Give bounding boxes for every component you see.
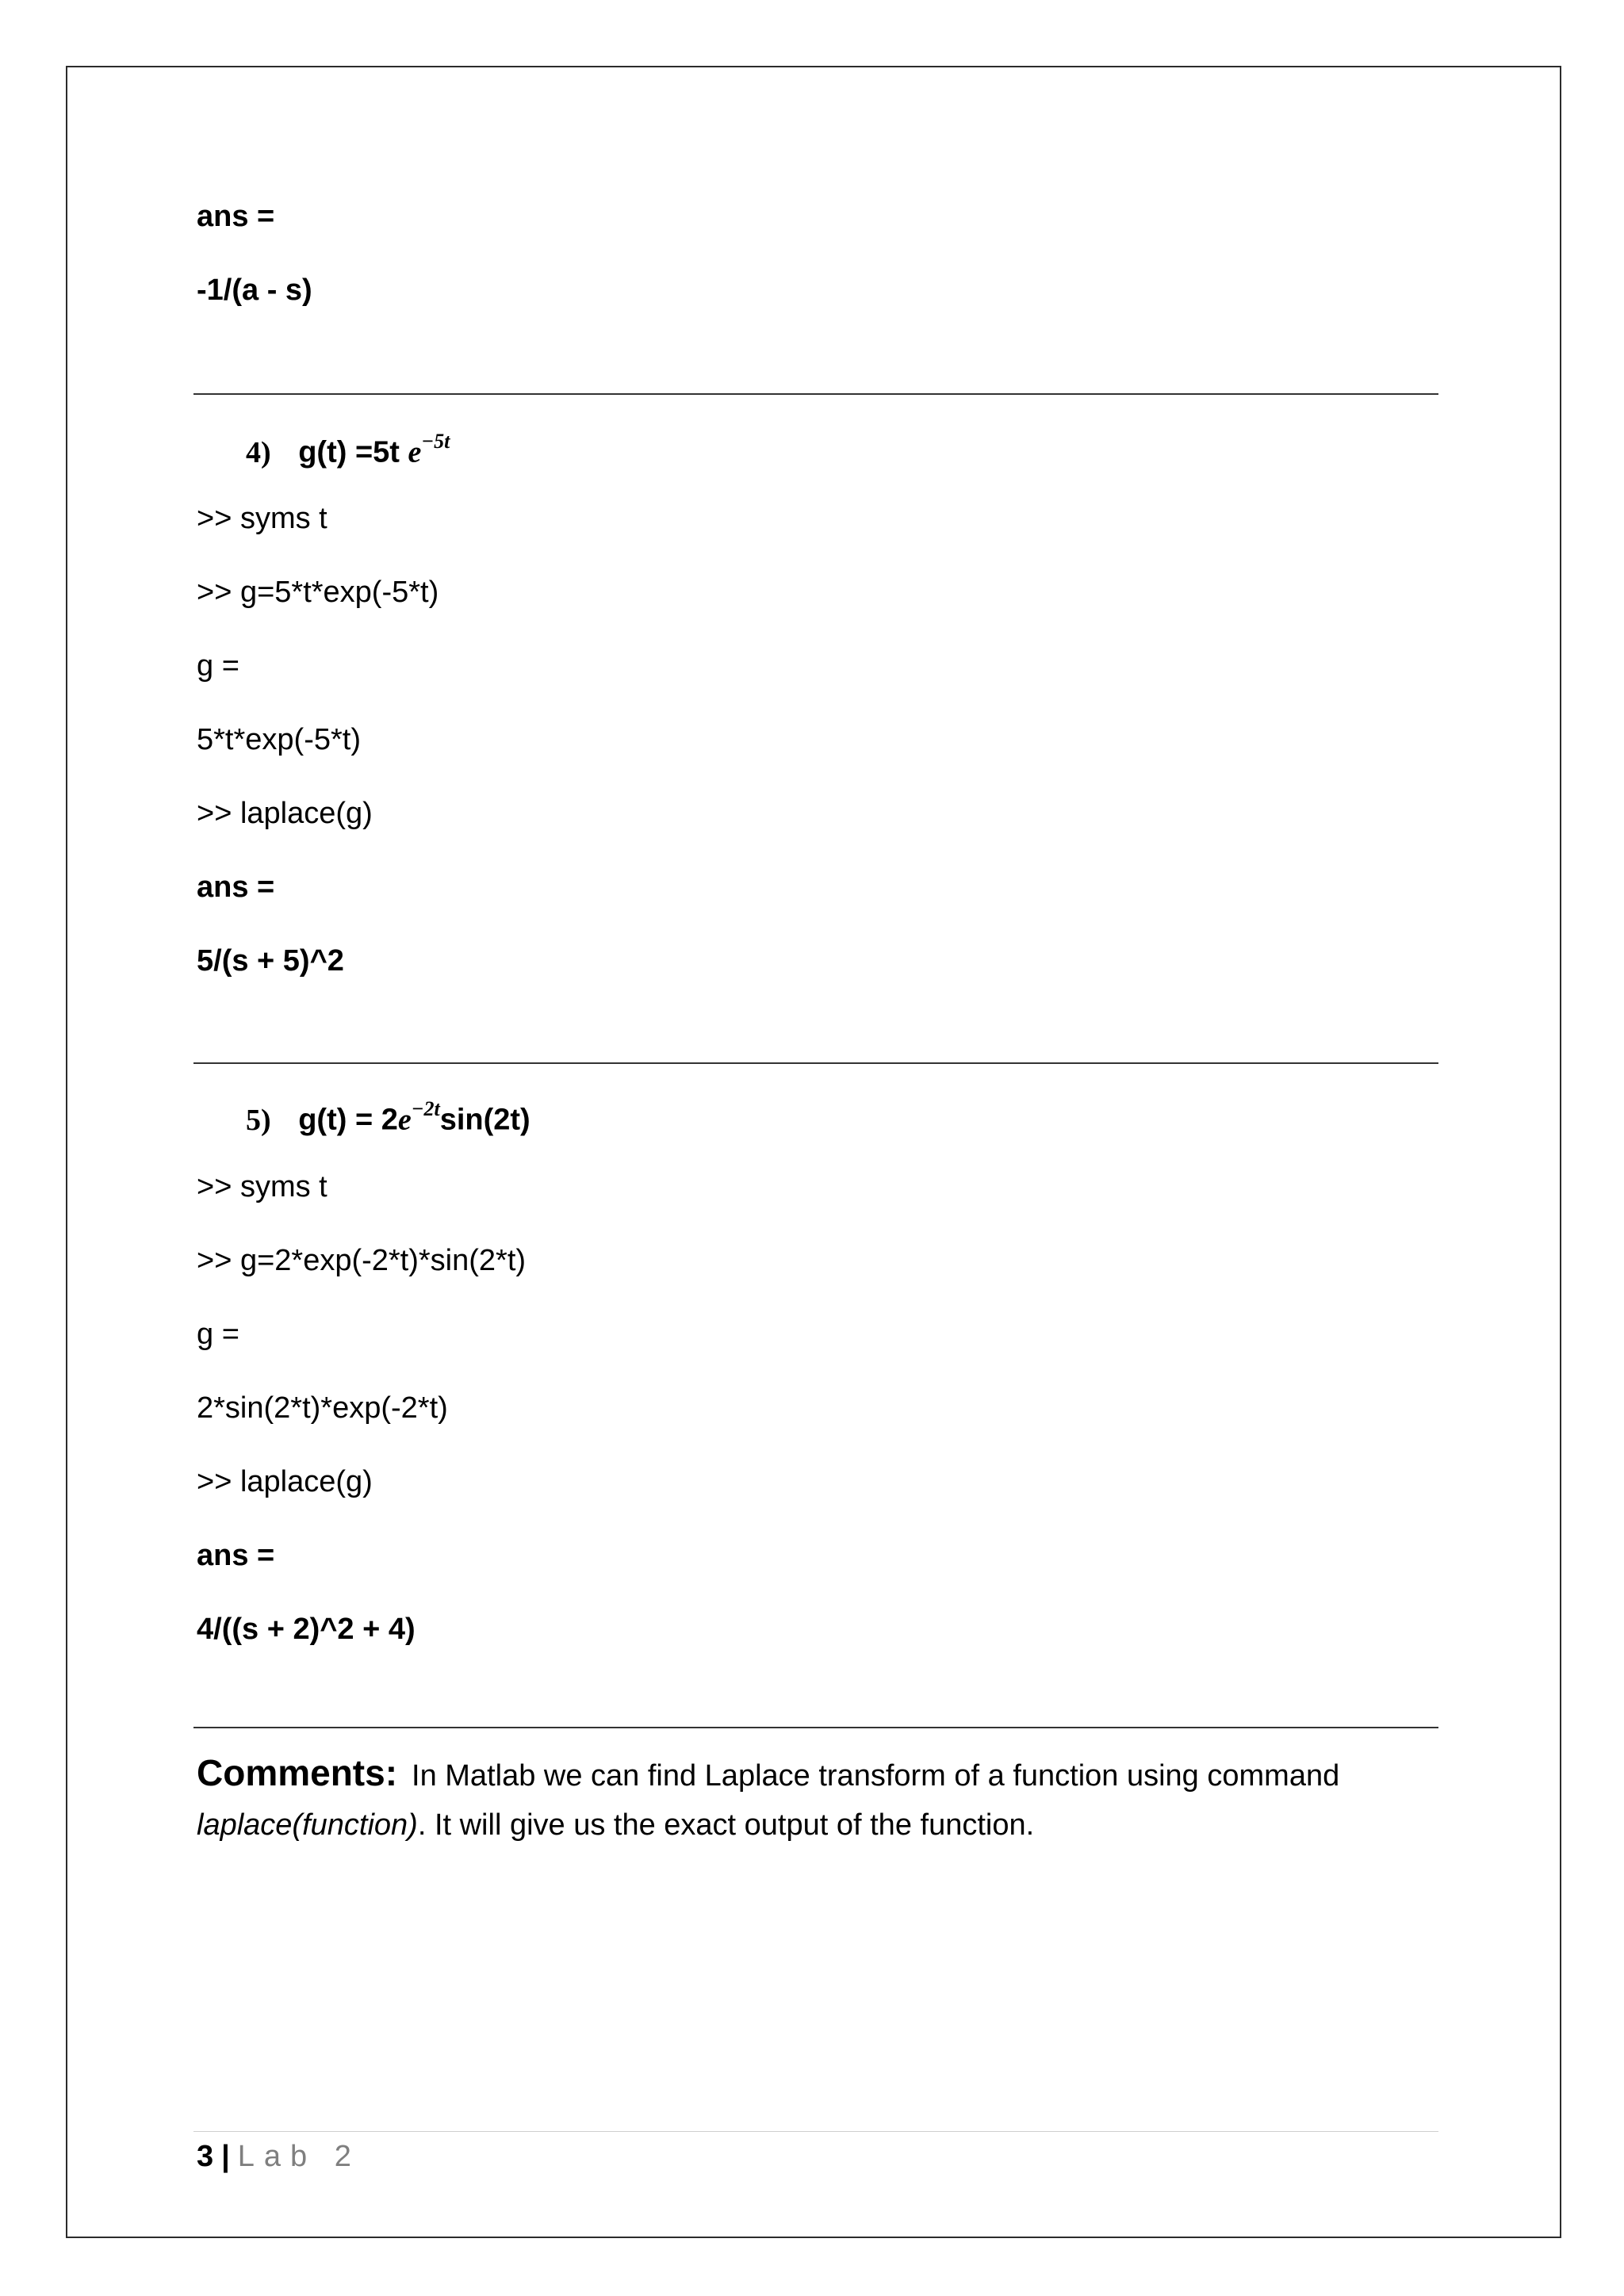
section-5-equation-lhs: g(t) = 2: [298, 1103, 398, 1137]
page-border: [66, 66, 1561, 2238]
footer-divider: [193, 2131, 1438, 2132]
section-divider: [193, 1062, 1438, 1064]
command-line: >> laplace(g): [197, 1465, 373, 1498]
ans-value: 5/(s + 5)^2: [197, 944, 344, 978]
command-line: >> g=2*exp(-2*t)*sin(2*t): [197, 1244, 527, 1277]
section-divider: [193, 393, 1438, 395]
section-4-equation-exponent: −5t: [421, 430, 450, 453]
command-line: >> laplace(g): [197, 797, 373, 830]
comments-command: laplace(function): [197, 1808, 418, 1842]
comments-label: Comments:: [197, 1752, 398, 1793]
comments-text: In Matlab we can find Laplace transform of a function using command: [412, 1759, 1340, 1793]
section-5-number: 5): [246, 1103, 271, 1137]
ans-label: ans =: [197, 200, 275, 233]
comments-text-end: . It will give us the exact output of the function.: [417, 1808, 1035, 1842]
command-line: >> syms t: [197, 1170, 327, 1203]
command-line: >> g=5*t*exp(-5*t): [197, 576, 439, 609]
ans-value: -1/(a - s): [197, 274, 312, 307]
section-4-equation-lhs: g(t) =5t: [298, 435, 408, 469]
command-line: >> syms t: [197, 502, 327, 535]
section-5-heading: [246, 1094, 530, 1138]
section-5-equation-base: e: [397, 1103, 412, 1137]
ans-label: ans =: [197, 871, 275, 904]
section-4-number: 4): [246, 435, 271, 469]
output-label: g =: [197, 649, 239, 683]
comments-paragraph: [197, 1748, 1434, 1850]
section-4-equation-base: e: [408, 435, 422, 469]
section-5-equation-exponent: −2t: [411, 1097, 440, 1120]
output-value: 2*sin(2*t)*exp(-2*t): [197, 1391, 448, 1425]
ans-label: ans =: [197, 1539, 275, 1572]
output-value: 5*t*exp(-5*t): [197, 723, 361, 756]
page-number: 3: [197, 2140, 214, 2173]
section-4-heading: [246, 427, 450, 471]
section-5-equation-rhs: sin(2t): [439, 1103, 530, 1137]
section-divider: [193, 1727, 1438, 1728]
ans-value: 4/((s + 2)^2 + 4): [197, 1613, 416, 1646]
output-label: g =: [197, 1318, 239, 1351]
page-footer: [197, 2138, 361, 2175]
footer-separator: |: [221, 2140, 230, 2173]
footer-lab-label: Lab 2: [237, 2140, 361, 2173]
